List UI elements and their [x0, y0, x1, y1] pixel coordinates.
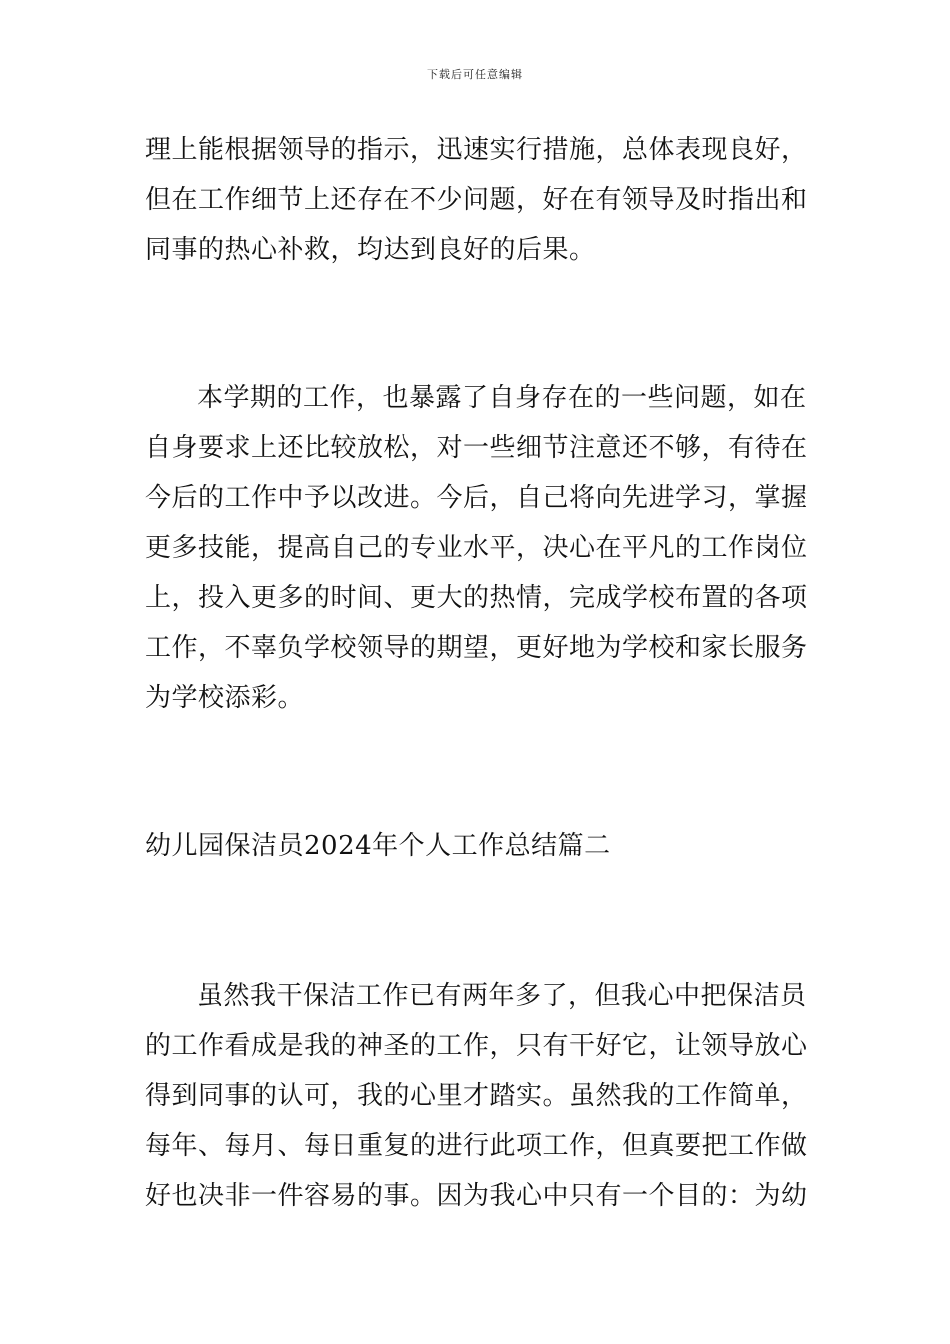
text-line: 今后的工作中予以改进。今后，自己将向先进学习，掌握 [145, 483, 808, 513]
text-line: 得到同事的认可，我的心里才踏实。虽然我的工作简单， [145, 1081, 808, 1111]
page-header-note: 下载后可任意编辑 [427, 68, 523, 81]
text-line: 工作，不辜负学校领导的期望，更好地为学校和家长服务 [145, 633, 808, 663]
text-line: 为学校添彩。 [145, 683, 305, 713]
text-line: 好也决非一件容易的事。因为我心中只有一个目的：为幼 [145, 1181, 808, 1211]
text-line: 自身要求上还比较放松，对一些细节注意还不够，有待在 [145, 433, 808, 463]
text-line: 本学期的工作，也暴露了自身存在的一些问题，如在 [197, 383, 807, 413]
text-line: 同事的热心补救，均达到良好的后果。 [145, 235, 596, 265]
text-line: 但在工作细节上还存在不少问题，好在有领导及时指出和 [145, 185, 808, 215]
text-line: 的工作看成是我的神圣的工作，只有干好它，让领导放心 [145, 1031, 808, 1061]
section-heading: 幼儿园保洁员2024年个人工作总结篇二 [145, 831, 611, 861]
text-line: 上，投入更多的时间、更大的热情，完成学校布置的各项 [145, 583, 808, 613]
text-line: 更多技能，提高自己的专业水平，决心在平凡的工作岗位 [145, 533, 808, 563]
text-line: 每年、每月、每日重复的进行此项工作，但真要把工作做 [145, 1131, 808, 1161]
text-line: 理上能根据领导的指示，迅速实行措施，总体表现良好， [145, 135, 808, 165]
text-line: 虽然我干保洁工作已有两年多了，但我心中把保洁员 [197, 981, 807, 1011]
